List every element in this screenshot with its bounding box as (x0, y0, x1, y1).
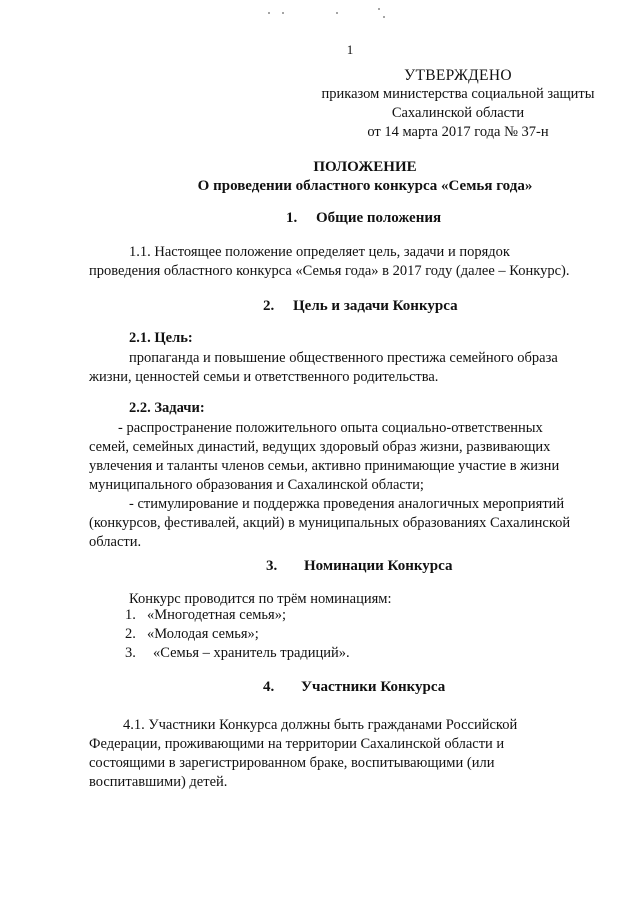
section-3-heading (266, 558, 452, 575)
section-4-heading (263, 679, 445, 696)
paragraph-line: муниципального образования и Сахалинской области; (89, 477, 424, 493)
nominations-intro: Конкурс проводится по трём номинациям: (129, 591, 392, 607)
scan-speck (378, 8, 380, 10)
list-number: 1. (125, 607, 136, 623)
scan-speck (336, 12, 338, 14)
scan-speck (268, 12, 270, 14)
tasks-subheading: 2.2. Задачи: (129, 400, 205, 416)
section-title: Номинации Конкурса (304, 558, 453, 574)
approval-title: УТВЕРЖДЕНО (404, 67, 512, 84)
list-item (125, 644, 350, 663)
approval-line: Сахалинской области (391, 105, 525, 121)
scan-speck (282, 12, 284, 14)
list-number: 3. (125, 645, 136, 661)
paragraph-line: 1.1. Настоящее положение определяет цель, задачи и порядок (129, 244, 510, 260)
paragraph-line: - распространение положительного опыта социально-ответственных (118, 420, 543, 436)
approval-line: приказом министерства социальной защиты (321, 86, 595, 102)
list-text: «Многодетная семья»; (147, 607, 286, 623)
document-title (0, 158, 640, 196)
scan-speck (383, 16, 385, 18)
goal-subheading: 2.1. Цель: (129, 330, 193, 346)
title-line-2: О проведении областного конкурса «Семья года» (197, 178, 533, 194)
section-number: 1. (286, 210, 298, 226)
section-title: Цель и задачи Конкурса (293, 298, 458, 314)
section-1-paragraph (89, 243, 597, 281)
paragraph-line: области. (89, 534, 142, 550)
paragraph-line: состоящими в зарегистрированном браке, воспитывающими (или (89, 755, 495, 771)
section-2-heading (263, 298, 458, 315)
paragraph-line: увлечения и таланты членов семьи, активно принимающие участие в жизни (89, 458, 560, 474)
title-line-1: ПОЛОЖЕНИЕ (313, 159, 417, 175)
paragraph-line: пропаганда и повышение общественного престижа семейного образа (129, 350, 558, 366)
section-1-heading (286, 210, 441, 227)
goal-paragraph (89, 349, 597, 387)
section-title: Общие положения (316, 210, 442, 226)
section-number: 2. (263, 298, 275, 314)
section-number: 3. (266, 558, 278, 574)
paragraph-line: жизни, ценностей семьи и ответственного родительства. (89, 369, 439, 385)
page-number: 1 (346, 42, 354, 57)
list-text: «Семья – хранитель традиций». (153, 645, 350, 661)
paragraph-line: - стимулирование и поддержка проведения аналогичных мероприятий (129, 496, 565, 512)
nominations-list (125, 606, 350, 663)
paragraph-line: (конкурсов, фестивалей, акций) в муниципальных образованиях Сахалинской (89, 515, 571, 531)
paragraph-line: Федерации, проживающими на территории Сахалинской области и (89, 736, 505, 752)
approval-block (300, 66, 616, 142)
section-title: Участники Конкурса (301, 679, 446, 695)
section-number: 4. (263, 679, 275, 695)
list-item (125, 625, 350, 644)
list-text: «Молодая семья»; (147, 626, 259, 642)
paragraph-line: воспитавшими) детей. (89, 774, 228, 790)
paragraph-line: семей, семейных династий, ведущих здоровый образ жизни, развивающих (89, 439, 551, 455)
paragraph-line: 4.1. Участники Конкурса должны быть гражданами Российской (123, 717, 518, 733)
approval-line: от 14 марта 2017 года № 37-н (367, 124, 549, 140)
paragraph-line: проведения областного конкурса «Семья года» в 2017 году (далее – Конкурс). (89, 263, 570, 279)
section-4-paragraph (89, 716, 597, 792)
tasks-paragraph (89, 419, 597, 552)
list-number: 2. (125, 626, 136, 642)
list-item (125, 606, 350, 625)
